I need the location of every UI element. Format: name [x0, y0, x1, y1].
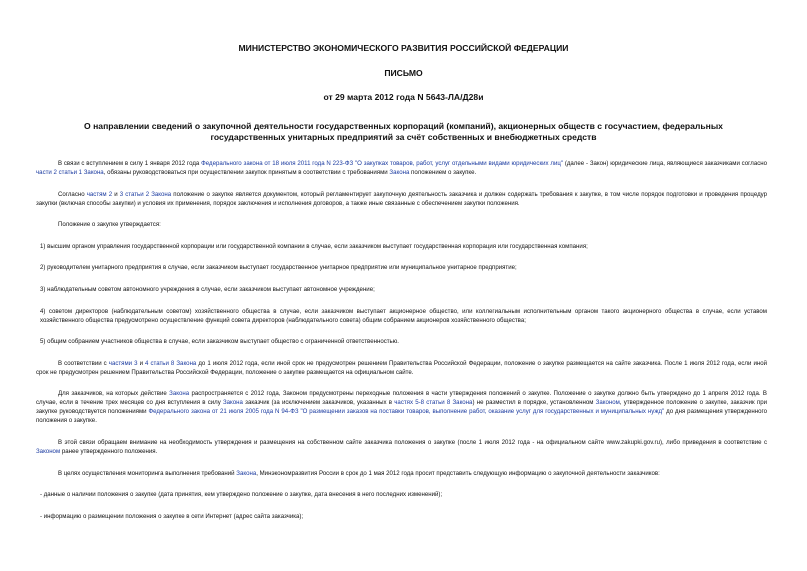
- text-segment: 3) наблюдательным советом автономного учреждения в случае, если заказчиком выступает автономное учреждение;: [40, 285, 375, 293]
- text-segment: Согласно: [58, 190, 87, 198]
- law-reference-link[interactable]: Закона: [169, 390, 190, 398]
- ministry-title: МИНИСТЕРСТВО ЭКОНОМИЧЕСКОГО РАЗВИТИЯ РОССИЙСКОЙ ФЕДЕРАЦИИ: [238, 43, 569, 53]
- law-reference-link[interactable]: части 2 статьи 1 Закона: [36, 169, 104, 176]
- law-reference-link[interactable]: 3 статьи 2 Закона: [119, 190, 172, 198]
- text-segment: положение о закупке является документом, который регламентирует закупочную деятельность заказчика и должен содержать требования к закупке, в том числе порядок подготовки и проведения процедур закупки (включая способы закупки) и условия их применения, порядок заключения и исполнения договоров, а также иные связанные с обеспечением закупки положения.: [36, 190, 768, 207]
- list-item: [36, 512, 767, 521]
- law-reference-link[interactable]: частях 5-8 статьи 8 Закона: [394, 399, 473, 407]
- text-segment: 5) общим собранием участников общества в случае, если заказчиком выступает общество с ограниченной ответственностью.: [40, 338, 399, 346]
- law-reference-link[interactable]: Федерального закона от 18 июля 2011 года N 223-ФЗ "О закупках товаров, работ, услуг отдельными видами юридических лиц": [201, 160, 564, 167]
- text-segment: ранее утвержденного положения.: [60, 447, 158, 455]
- document-subject: О направлении сведений о закупочной деятельности государственных корпораций (компаний), акционерных обществ с госучастием, федеральных государственных унитарных предприятий за счёт собственных и внебюджетных средств: [84, 121, 723, 142]
- text-segment: - данные о наличии положения о закупке (дата принятия, кем утверждено положение о закупке, дата внесения в него последних изменений);: [40, 491, 443, 499]
- paragraph: [36, 389, 767, 425]
- text-segment: и: [137, 359, 146, 367]
- list-item: [36, 337, 767, 346]
- text-segment: до дня размещения утвержденного положения о закупке.: [36, 408, 768, 425]
- text-segment: В соответствии с: [58, 359, 109, 367]
- list-item: [36, 263, 767, 272]
- paragraph: [36, 220, 767, 229]
- text-segment: , обязаны руководствоваться при осуществлении закупок принятым в соответствии с требованиями: [103, 169, 390, 176]
- text-segment: В этой связи обращаем внимание на необходимость утверждения и размещения на собственном сайте заказчика положения о закупке (после 1 июля 2012 года - на официальном сайте www.zakupki.gov.ru), либо приведения в соответствие с: [58, 438, 767, 446]
- law-reference-link[interactable]: 4 статьи 8 Закона: [145, 359, 197, 367]
- law-reference-link[interactable]: Законом: [595, 399, 620, 407]
- text-segment: распространяется с 2012 года, Законом предусмотрены переходные положения в части утверждения положений о закупке. Положение о закупке должно быть утверждено до 1 апреля 2012 года. В случае, если в течение трех месяцев со дня вступления в силу: [36, 390, 767, 407]
- paragraph: [36, 359, 767, 377]
- document-body: [36, 159, 767, 533]
- paragraph: [36, 159, 767, 177]
- list-item: [36, 285, 767, 294]
- paragraph: [36, 190, 767, 208]
- paragraph: [36, 438, 767, 456]
- text-segment: ) не разместил в порядке, установленном: [472, 399, 596, 407]
- document-date-number: от 29 марта 2012 года N 5643-ЛА/Д28и: [323, 92, 484, 102]
- list-item: [36, 307, 767, 325]
- text-segment: заказчик (за исключением заказчиков, указанных в: [242, 399, 395, 407]
- text-segment: положением о закупке.: [409, 169, 477, 176]
- text-segment: , Минэкономразвития России в срок до 1 мая 2012 года просит представить следующую информацию о закупочной деятельности заказчиков:: [256, 469, 660, 477]
- law-reference-link[interactable]: Закона: [389, 169, 410, 176]
- text-segment: и: [112, 190, 120, 198]
- text-segment: Для заказчиков, на которых действие: [58, 390, 170, 398]
- text-segment: В связи с вступлением в силу 1 января 2012 года: [58, 160, 202, 167]
- list-item: [36, 490, 767, 499]
- law-reference-link[interactable]: Федерального закона от 21 июля 2005 года N 94-ФЗ "О размещении заказов на поставки товаров, выполнение работ, оказание услуг для государственных и муниципальных нужд": [148, 408, 665, 416]
- text-segment: Положение о закупке утверждается:: [58, 221, 161, 229]
- text-segment: В целях осуществления мониторинга выполнения требований: [58, 469, 237, 477]
- text-segment: , утвержденное положение о закупке, заказчик при закупке руководствуется положениями: [36, 399, 767, 416]
- text-segment: - информацию о размещении положения о закупке в сети Интернет (адрес сайта заказчика);: [40, 512, 304, 520]
- text-segment: (далее - Закон) юридические лица, являющиеся заказчиками согласно: [563, 160, 768, 167]
- law-reference-link[interactable]: частями 3: [108, 359, 138, 367]
- document-type: ПИСЬМО: [384, 68, 423, 78]
- text-segment: 4) советом директоров (наблюдательным советом) хозяйственного общества в случае, если заказчиком выступает акционерное общество, или коллегиальным исполнительным органом такого акционерного общества в случае, если уставом хозяйственного общества предусмотрено осуществление функций совета директоров (наблюдательного совета) общим собранием акционеров хозяйственного общества;: [40, 307, 767, 324]
- text-segment: 2) руководителем унитарного предприятия в случае, если заказчиком выступает государственное унитарное предприятие или муниципальное унитарное предприятие;: [40, 264, 517, 272]
- law-reference-link[interactable]: Законом: [36, 447, 61, 455]
- law-reference-link[interactable]: Закона: [222, 399, 243, 407]
- list-item: [36, 242, 767, 251]
- text-segment: до 1 июля 2012 года, если иной срок не предусмотрен решением Правительства Российской Федерации, положение о закупке размещается на сайте заказчика. После 1 июля 2012 года, если иной срок не предусмотрен решением Правительства Российской Федерации, положение о закупке размещается на официальном сайте.: [36, 359, 768, 376]
- text-segment: 1) высшим органом управления государственной корпорации или государственной компании в случае, если заказчиком выступает государственная корпорация или государственная компания;: [40, 242, 588, 250]
- law-reference-link[interactable]: Закона: [236, 469, 257, 477]
- paragraph: [36, 469, 767, 478]
- law-reference-link[interactable]: частям 2: [86, 190, 113, 198]
